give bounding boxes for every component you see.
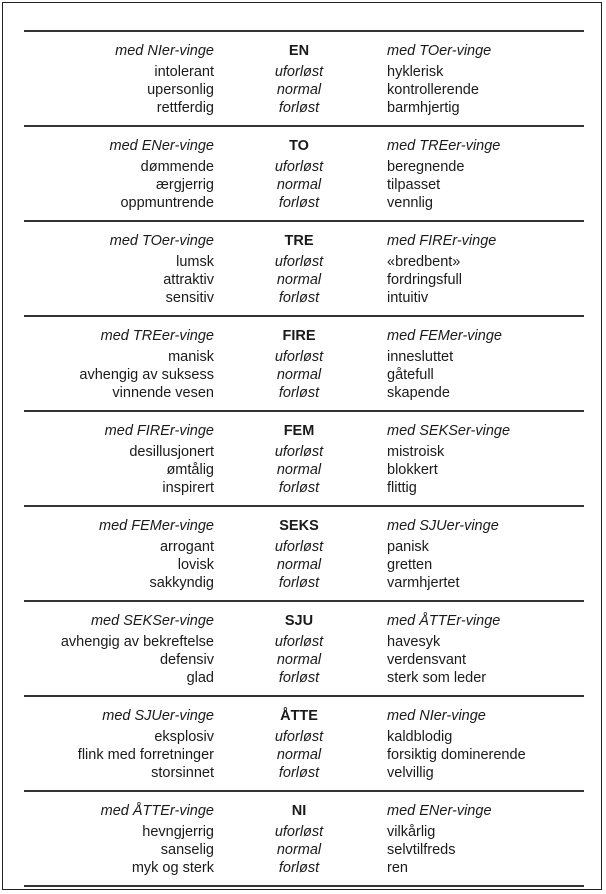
development-level: forløst <box>278 860 320 876</box>
type-block <box>24 32 584 125</box>
left-wing-label: med FIREr-vinge <box>104 423 214 439</box>
trait-row <box>24 633 584 651</box>
trait-row <box>24 253 584 271</box>
right-wing-trait: skapende <box>387 385 450 401</box>
trait-row <box>24 176 584 194</box>
right-wing-trait: kontrollerende <box>387 82 479 98</box>
left-wing-trait: attraktiv <box>163 272 214 288</box>
trait-row <box>24 538 584 556</box>
left-wing-label: med TREer-vinge <box>100 328 214 344</box>
trait-row <box>24 99 584 117</box>
development-level: normal <box>276 272 322 288</box>
left-wing-trait: avhengig av suksess <box>79 367 214 383</box>
development-level: normal <box>276 842 322 858</box>
right-wing-trait: tilpasset <box>387 177 441 193</box>
left-wing-trait: ømtålig <box>166 462 214 478</box>
left-wing-trait: lumsk <box>176 254 214 270</box>
left-wing-trait: ærgjerrig <box>155 177 214 193</box>
type-block <box>24 792 584 885</box>
block-header-row <box>24 517 584 535</box>
left-wing-trait: sanselig <box>160 842 214 858</box>
right-wing-trait: flittig <box>387 480 417 496</box>
development-level: normal <box>276 367 322 383</box>
block-header-row <box>24 422 584 440</box>
trait-row <box>24 841 584 859</box>
development-level: uforløst <box>274 729 324 745</box>
trait-row <box>24 158 584 176</box>
right-wing-trait: vilkårlig <box>387 824 436 840</box>
left-wing-trait: sensitiv <box>165 290 214 306</box>
trait-row <box>24 764 584 782</box>
block-header-row <box>24 42 584 60</box>
right-wing-trait: velvillig <box>387 765 434 781</box>
trait-row <box>24 556 584 574</box>
left-wing-trait: flink med forretninger <box>77 747 214 763</box>
development-level: uforløst <box>274 539 324 555</box>
development-level: uforløst <box>274 349 324 365</box>
left-wing-label: med ENer-vinge <box>109 138 214 154</box>
trait-row <box>24 823 584 841</box>
right-wing-trait: ren <box>387 860 408 876</box>
left-wing-trait: myk og sterk <box>131 860 214 876</box>
development-level: uforløst <box>274 159 324 175</box>
development-level: uforløst <box>274 254 324 270</box>
left-wing-label: med FEMer-vinge <box>99 518 214 534</box>
right-wing-trait: vennlig <box>387 195 433 211</box>
type-name: TRE <box>284 233 314 249</box>
trait-row <box>24 746 584 764</box>
block-header-row <box>24 232 584 250</box>
trait-row <box>24 366 584 384</box>
left-wing-trait: glad <box>186 670 214 686</box>
development-level: normal <box>276 177 322 193</box>
right-wing-label: med ÅTTEr-vinge <box>387 613 501 629</box>
type-block <box>24 222 584 315</box>
right-wing-label: med TOer-vinge <box>387 43 492 59</box>
left-wing-trait: storsinnet <box>151 765 214 781</box>
right-wing-trait: mistroisk <box>387 444 445 460</box>
development-level: normal <box>276 652 322 668</box>
development-level: uforløst <box>274 824 324 840</box>
type-name: SEKS <box>279 518 319 534</box>
left-wing-label: med SJUer-vinge <box>102 708 214 724</box>
trait-row <box>24 194 584 212</box>
right-wing-trait: panisk <box>387 539 429 555</box>
type-name: FIRE <box>282 328 316 344</box>
right-wing-label: med FIREr-vinge <box>387 233 497 249</box>
left-wing-trait: arrogant <box>159 539 214 555</box>
right-wing-trait: hyklerisk <box>387 64 444 80</box>
development-level: normal <box>276 462 322 478</box>
development-level: forløst <box>278 290 320 306</box>
type-block <box>24 317 584 410</box>
right-wing-trait: barmhjertig <box>387 100 460 116</box>
right-wing-label: med NIer-vinge <box>387 708 486 724</box>
enneagram-wing-table <box>24 30 584 887</box>
trait-row <box>24 81 584 99</box>
left-wing-trait: hevngjerrig <box>142 824 214 840</box>
development-level: forløst <box>278 195 320 211</box>
type-name: EN <box>288 43 310 59</box>
development-level: forløst <box>278 385 320 401</box>
left-wing-label: med TOer-vinge <box>109 233 214 249</box>
left-wing-trait: inspirert <box>162 480 214 496</box>
right-wing-trait: fordringsfull <box>387 272 462 288</box>
right-wing-trait: selvtilfreds <box>387 842 456 858</box>
left-wing-trait: vinnende vesen <box>112 385 214 401</box>
left-wing-trait: dømmende <box>140 159 214 175</box>
right-wing-trait: kaldblodig <box>387 729 453 745</box>
left-wing-trait: defensiv <box>159 652 214 668</box>
development-level: forløst <box>278 670 320 686</box>
block-header-row <box>24 137 584 155</box>
right-wing-trait: gretten <box>387 557 433 573</box>
right-wing-label: med SJUer-vinge <box>387 518 499 534</box>
right-wing-label: med SEKSer-vinge <box>387 423 511 439</box>
left-wing-trait: eksplosiv <box>154 729 214 745</box>
left-wing-label: med NIer-vinge <box>115 43 214 59</box>
block-header-row <box>24 707 584 725</box>
right-wing-trait: verdensvant <box>387 652 466 668</box>
right-wing-trait: blokkert <box>387 462 438 478</box>
type-name: ÅTTE <box>280 708 318 724</box>
type-block <box>24 602 584 695</box>
development-level: uforløst <box>274 444 324 460</box>
right-wing-label: med FEMer-vinge <box>387 328 502 344</box>
left-wing-trait: desillusjonert <box>129 444 214 460</box>
left-wing-label: med SEKSer-vinge <box>90 613 214 629</box>
trait-row <box>24 728 584 746</box>
right-wing-trait: havesyk <box>387 634 441 650</box>
trait-row <box>24 443 584 461</box>
development-level: forløst <box>278 765 320 781</box>
left-wing-trait: manisk <box>168 349 214 365</box>
development-level: normal <box>276 557 322 573</box>
type-name: TO <box>289 138 309 154</box>
development-level: forløst <box>278 575 320 591</box>
trait-row <box>24 289 584 307</box>
left-wing-trait: avhengig av bekreftelse <box>60 634 214 650</box>
right-wing-label: med ENer-vinge <box>387 803 492 819</box>
left-wing-trait: intolerant <box>154 64 214 80</box>
type-block <box>24 507 584 600</box>
block-header-row <box>24 802 584 820</box>
right-wing-trait: «bredbent» <box>387 254 461 270</box>
type-block <box>24 127 584 220</box>
trait-row <box>24 574 584 592</box>
right-wing-trait: intuitiv <box>387 290 429 306</box>
left-wing-trait: upersonlig <box>147 82 214 98</box>
block-header-row <box>24 327 584 345</box>
left-wing-trait: oppmuntrende <box>120 195 214 211</box>
trait-row <box>24 859 584 877</box>
left-wing-trait: lovisk <box>177 557 214 573</box>
trait-row <box>24 651 584 669</box>
development-level: normal <box>276 82 322 98</box>
block-header-row <box>24 612 584 630</box>
right-wing-trait: innesluttet <box>387 349 454 365</box>
trait-row <box>24 348 584 366</box>
trait-row <box>24 461 584 479</box>
trait-row <box>24 271 584 289</box>
development-level: normal <box>276 747 322 763</box>
type-name: FEM <box>283 423 315 439</box>
left-wing-trait: sakkyndig <box>149 575 214 591</box>
type-block <box>24 412 584 505</box>
right-wing-trait: forsiktig dominerende <box>387 747 526 763</box>
right-wing-trait: sterk som leder <box>387 670 487 686</box>
trait-row <box>24 479 584 497</box>
development-level: forløst <box>278 100 320 116</box>
table-rule <box>24 885 584 887</box>
right-wing-trait: beregnende <box>387 159 465 175</box>
type-block <box>24 697 584 790</box>
left-wing-label: med ÅTTEr-vinge <box>100 803 214 819</box>
development-level: uforløst <box>274 64 324 80</box>
type-name: NI <box>291 803 307 819</box>
right-wing-trait: gåtefull <box>387 367 434 383</box>
right-wing-trait: varmhjertet <box>387 575 460 591</box>
trait-row <box>24 63 584 81</box>
type-name: SJU <box>284 613 314 629</box>
right-wing-label: med TREer-vinge <box>387 138 501 154</box>
development-level: forløst <box>278 480 320 496</box>
left-wing-trait: rettferdig <box>156 100 214 116</box>
trait-row <box>24 669 584 687</box>
development-level: uforløst <box>274 634 324 650</box>
trait-row <box>24 384 584 402</box>
